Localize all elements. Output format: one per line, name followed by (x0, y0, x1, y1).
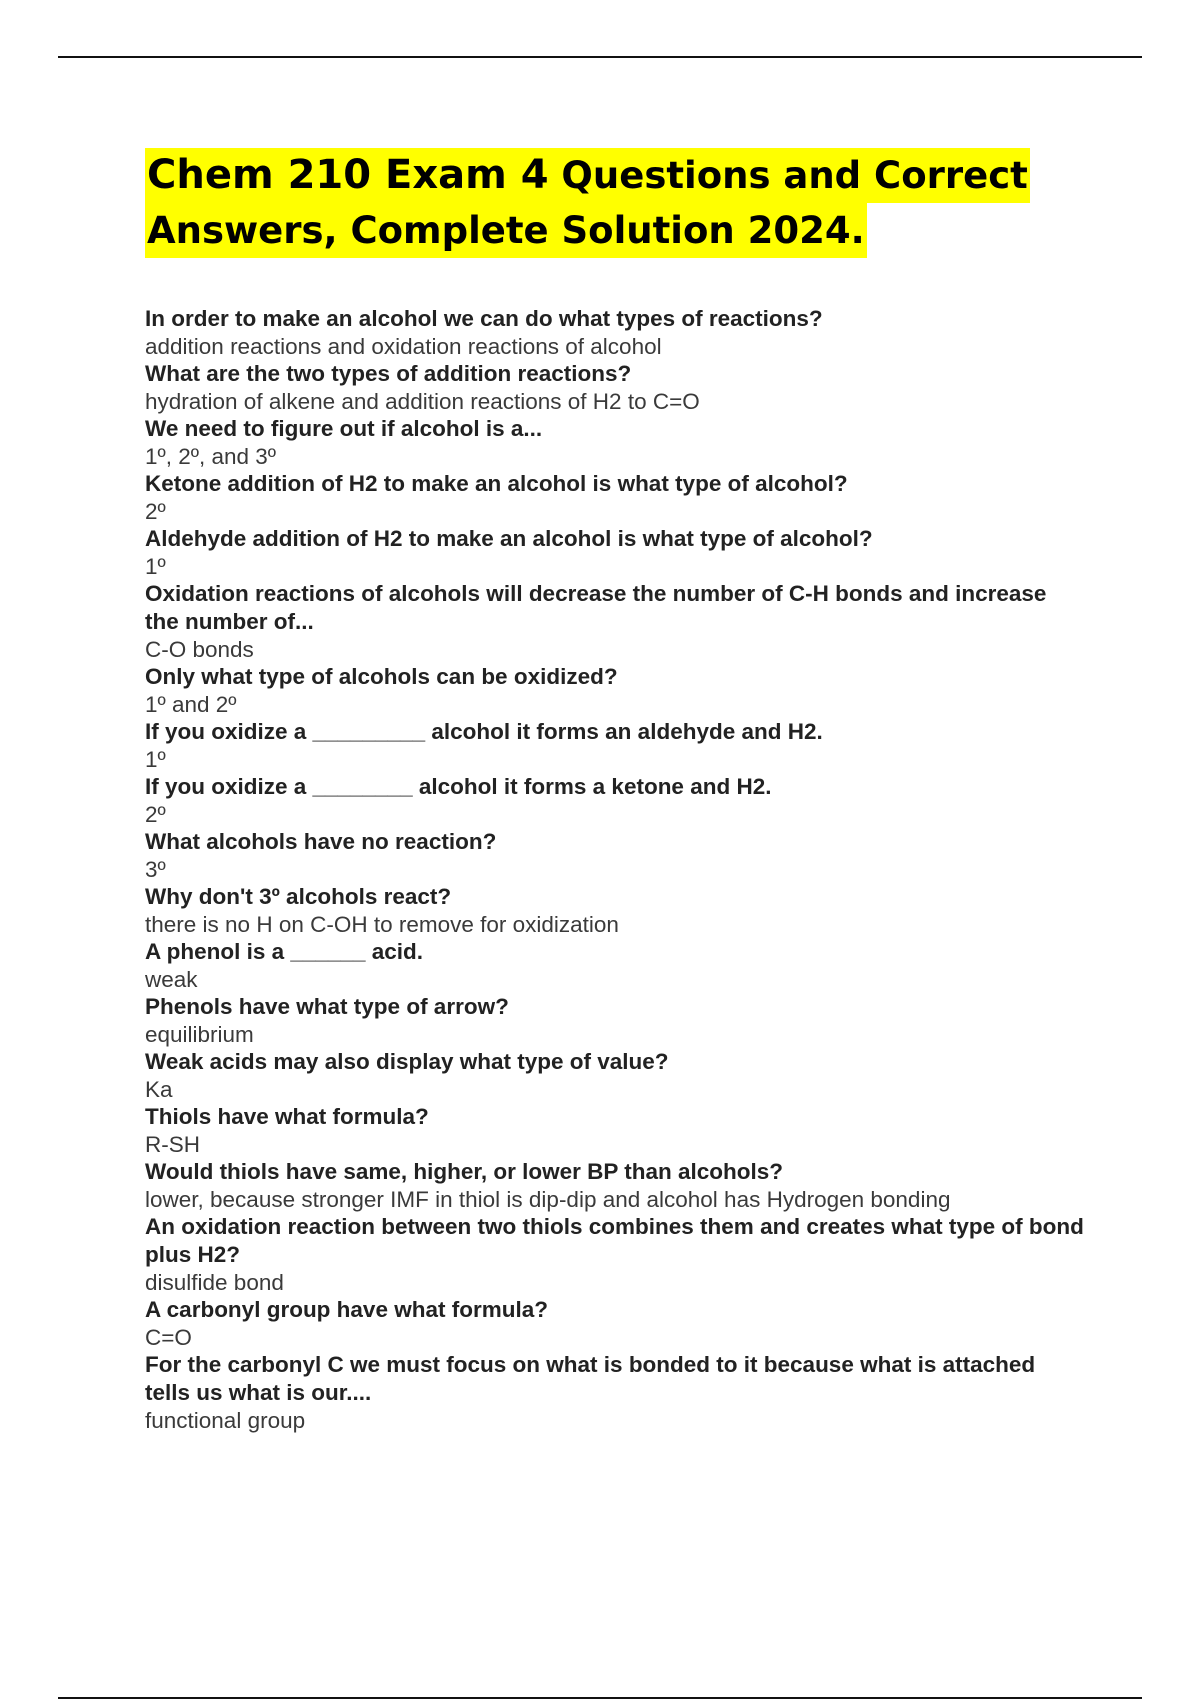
answer: 1º (145, 554, 166, 579)
question: Thiols have what formula? (145, 1104, 429, 1129)
qa-list (145, 305, 1085, 1434)
title-line-1 (145, 148, 1030, 203)
answer: C=O (145, 1325, 192, 1350)
qa-item (145, 938, 1085, 993)
question: For the carbonyl C we must focus on what is bonded to it because what is attached tells us what is our.... (145, 1352, 1036, 1405)
answer: Ka (145, 1077, 173, 1102)
qa-item (145, 718, 1085, 773)
answer: there is no H on C-OH to remove for oxidization (145, 912, 619, 937)
answer: 1º and 2º (145, 692, 237, 717)
question: What are the two types of addition reactions? (145, 361, 632, 386)
question: Oxidation reactions of alcohols will decrease the number of C-H bonds and increase the number of... (145, 581, 1047, 634)
qa-item (145, 1103, 1085, 1158)
answer: hydration of alkene and addition reactions of H2 to C=O (145, 389, 700, 414)
qa-item (145, 1351, 1085, 1434)
question: A carbonyl group have what formula? (145, 1297, 548, 1322)
question: Weak acids may also display what type of value? (145, 1049, 669, 1074)
answer: lower, because stronger IMF in thiol is dip-dip and alcohol has Hydrogen bonding (145, 1187, 951, 1212)
answer: C-O bonds (145, 637, 254, 662)
bottom-rule (58, 1697, 1142, 1699)
qa-item (145, 1296, 1085, 1351)
answer: addition reactions and oxidation reactions of alcohol (145, 334, 662, 359)
title-line-1-rest: Questions and Correct (548, 154, 1028, 197)
answer: weak (145, 967, 198, 992)
question: If you oxidize a ________ alcohol it forms a ketone and H2. (145, 774, 772, 799)
question: In order to make an alcohol we can do what types of reactions? (145, 306, 823, 331)
title-line-2: Answers, Complete Solution 2024. (145, 203, 867, 258)
answer: 1º, 2º, and 3º (145, 444, 276, 469)
question: Only what type of alcohols can be oxidized? (145, 664, 618, 689)
qa-item (145, 470, 1085, 525)
answer: disulfide bond (145, 1270, 284, 1295)
question: We need to figure out if alcohol is a... (145, 416, 543, 441)
qa-item (145, 1158, 1085, 1213)
question: Would thiols have same, higher, or lower BP than alcohols? (145, 1159, 784, 1184)
answer: 1º (145, 747, 166, 772)
question: An oxidation reaction between two thiols combines them and creates what type of bond plus H2? (145, 1214, 1084, 1267)
answer: equilibrium (145, 1022, 254, 1047)
qa-item (145, 828, 1085, 883)
question: Ketone addition of H2 to make an alcohol is what type of alcohol? (145, 471, 848, 496)
answer: R-SH (145, 1132, 200, 1157)
qa-item (145, 525, 1085, 580)
answer: functional group (145, 1408, 306, 1433)
question: What alcohols have no reaction? (145, 829, 497, 854)
qa-item (145, 580, 1085, 663)
question: Aldehyde addition of H2 to make an alcohol is what type of alcohol? (145, 526, 873, 551)
qa-item (145, 1213, 1085, 1296)
qa-item (145, 883, 1085, 938)
answer: 2º (145, 802, 166, 827)
qa-item (145, 415, 1085, 470)
answer: 3º (145, 857, 166, 882)
qa-item (145, 663, 1085, 718)
qa-item (145, 993, 1085, 1048)
question: If you oxidize a _________ alcohol it forms an aldehyde and H2. (145, 719, 823, 744)
qa-item (145, 773, 1085, 828)
title-course-name: Chem 210 Exam 4 (147, 152, 549, 198)
question: Why don't 3º alcohols react? (145, 884, 452, 909)
top-rule (58, 56, 1142, 58)
qa-item (145, 1048, 1085, 1103)
qa-item (145, 305, 1085, 360)
answer: 2º (145, 499, 166, 524)
qa-item (145, 360, 1085, 415)
question: A phenol is a ______ acid. (145, 939, 424, 964)
document-title (145, 148, 1045, 258)
question: Phenols have what type of arrow? (145, 994, 509, 1019)
